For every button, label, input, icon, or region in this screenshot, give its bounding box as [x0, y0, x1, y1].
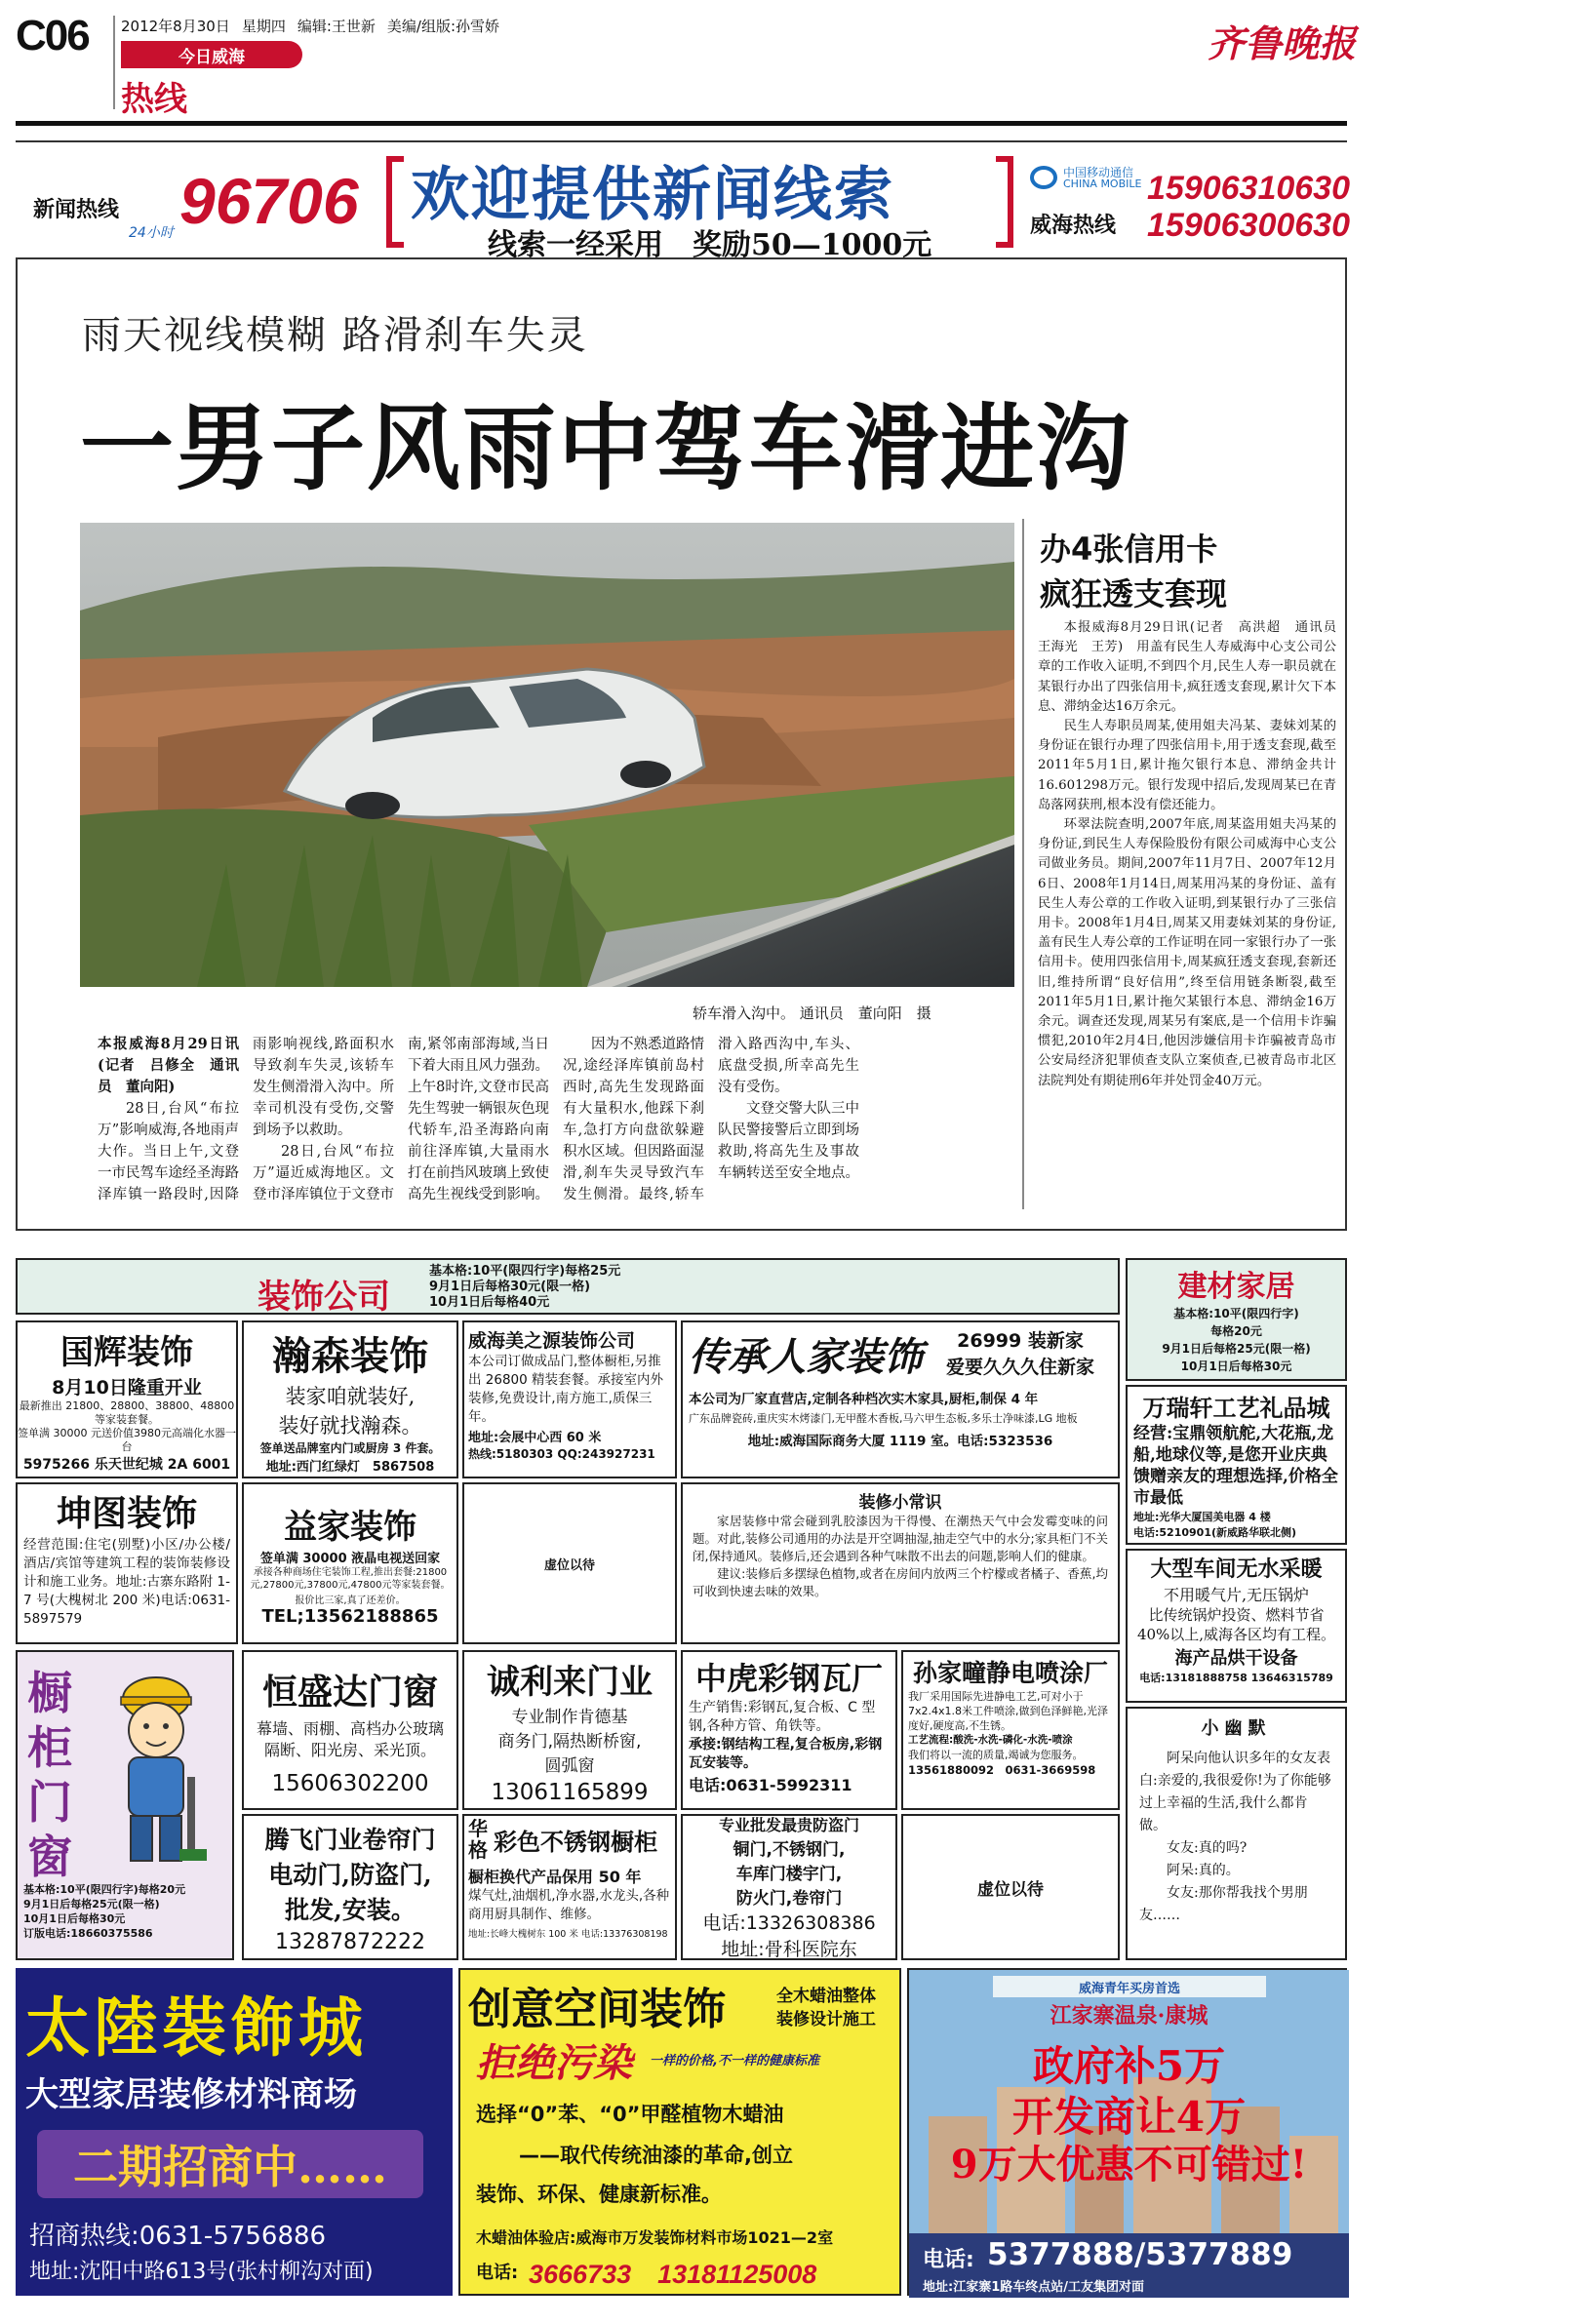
chuangyi-phones: 3666733 13181125008 [529, 2260, 817, 2289]
header-rule [16, 121, 1347, 126]
hengsheng-name: 恒盛达门窗 [261, 1671, 438, 1713]
mobile-logo-cn: 中国移动通信 [1063, 166, 1134, 179]
wanruixuan-line-3: 电话:5210901(新威路华联北侧) [1133, 1526, 1297, 1539]
yijia-line-2: 承接各种商场住宅装饰工程,推出套餐:21800元,27800元,37800元,47800元等家装套餐。 [250, 1567, 451, 1591]
page-number: C06 [16, 12, 89, 59]
zhonghu-line-2: 承接:钢结构工程,复合板房,彩钢瓦安装等。 [689, 1737, 883, 1771]
fangdao-line-5: 电话:13326308386 [702, 1912, 876, 1934]
fangdao-line-2: 铜门,不锈钢门, [733, 1840, 846, 1860]
chuancheng-line-2: 爱要久久久住新家 [946, 1357, 1095, 1378]
hengsheng-line-1: 幕墙、雨棚、高档办公玻璃隔断、阳光房、采光顶。 [256, 1718, 444, 1759]
tengfei-name: 腾飞门业卷帘门 [264, 1825, 436, 1854]
zhonghu-line-3: 电话:0631-5992311 [689, 1776, 852, 1794]
meizhiyuan-line-3: 热线:5180303 QQ:243927231 [468, 1447, 655, 1461]
side-body [1038, 618, 1350, 1203]
issue-date: 2012年8月30日 [121, 18, 230, 35]
jiangjia-top: 威海青年买房首选 [993, 1976, 1266, 1997]
hotline-24h: 24小时 [129, 225, 174, 241]
guohui-line-2: 最新推出 21800、28800、38800、48800 等家装套餐。 [19, 1399, 235, 1426]
fangdao-line-1: 专业批发最贵防盗门 [718, 1816, 859, 1834]
mobile-logo-en: CHINA MOBILE [1063, 177, 1142, 190]
fangdao-line-4: 防火门,卷帘门 [735, 1889, 843, 1909]
side-headline-1: 办4张信用卡 [1040, 531, 1218, 568]
yijia-line-4: TEL;13562188865 [261, 1606, 439, 1627]
youmo-line-2: 女友:真的吗? [1167, 1840, 1248, 1856]
wanruixuan-line-1: 经营:宝鼎领航舵,大花瓶,龙船,地球仪等,是您开业庆典馈赠亲友的理想选择,价格全市最低 [1133, 1424, 1338, 1508]
hansen-line-4: 地址:西门红绿灯 5867508 [265, 1459, 435, 1475]
editor-credit: 编辑:王世新 [297, 18, 376, 35]
hansen-line-2: 装好就找瀚森。 [278, 1413, 422, 1438]
chengli-line-3: 圆弧窗 [544, 1756, 595, 1776]
ad-chuancheng [681, 1320, 1120, 1478]
chugui-rate-2: 9月1日后每格25元(限一格) [23, 1898, 160, 1910]
meizhiyuan-name: 威海美之源装饰公司 [468, 1330, 636, 1352]
sunjia-name: 孙家疃静电喷涂厂 [912, 1659, 1108, 1687]
lead-headline: 一男子风雨中驾车滑进沟 [80, 394, 1131, 503]
zhuangshi-header [16, 1258, 1120, 1315]
ad-jiangjia [907, 1968, 1347, 2296]
sunjia-line-2: 工艺流程:酸洗-水洗-磷化-水洗-喷涂 [908, 1734, 1073, 1746]
ad-vacant-1: 虚位以待 [462, 1482, 677, 1644]
header-vline [113, 16, 115, 109]
chuangyi-phone-label: 电话: [476, 2263, 519, 2283]
chuangyi-name: 创意空间装饰 [468, 1985, 726, 2034]
lead-dateline: 本报威海8月29日讯(记者 吕修全 通讯员 董向阳) [98, 1036, 239, 1095]
hotline-number: 96706 [179, 165, 359, 237]
changshi-line-2: 建议:装修后多摆绿色植物,或者在房间内放两三个柠檬或者橘子、香蕉,均可收到快速去味的效果。 [693, 1566, 1108, 1598]
chejian-line-3: 海产品烘干设备 [1174, 1648, 1298, 1669]
car-in-ditch-photo [80, 523, 1014, 987]
zhuangshi-rate-2: 9月1日后每格30元(限一格) [429, 1280, 591, 1294]
ad-wanruixuan [1126, 1385, 1347, 1545]
wanruixuan-name: 万瑞轩工艺礼品城 [1142, 1394, 1330, 1422]
china-mobile-icon [1030, 166, 1057, 189]
huage-line-3: 地址:长峰大槐树东 100 米 电话:13376308198 [468, 1929, 668, 1940]
tengfei-line-1: 电动门,防盗门, [268, 1860, 432, 1889]
side-para-2: 民生人寿职员周某,使用姐夫冯某、妻妹刘某的身份证在银行办理了四张信用卡,用于透支套现,截至2011年5月1日,累计拖欠银行本息、滞纳金共计16.601298万元。银行发现中招后,发现周某已在青岛落网获刑,根本没有偿还能力。 [1038, 719, 1336, 812]
youmo-line-1: 阿呆向他认识多年的女友表白:亲爱的,我很爱你!为了你能够过上幸福的生活,我什么都肯做。 [1139, 1751, 1331, 1833]
zhuangshi-title: 装饰公司 [258, 1278, 390, 1317]
ad-tengfei [242, 1814, 458, 1960]
banner-subtitle: 线索一经采用 奖励50—1000元 [488, 228, 932, 262]
fangdao-line-6: 地址:骨科医院东 [721, 1939, 857, 1960]
guohui-line-4: 5975266 乐天世纪城 2A 6001 [22, 1457, 231, 1473]
chugui-rate-3: 10月1日后每格30元 [23, 1912, 126, 1925]
lead-kicker: 雨天视线模糊 路滑刹车失灵 [82, 313, 588, 358]
hotline-label: 新闻热线 [33, 197, 120, 222]
ad-chuangyi [458, 1968, 901, 2296]
youmo-title: 小幽默 [1201, 1718, 1272, 1739]
jiancai-rate-2: 每格20元 [1210, 1324, 1262, 1338]
chengli-line-1: 专业制作肯德基 [511, 1708, 628, 1727]
chuancheng-line-1: 26999 装新家 [957, 1330, 1084, 1352]
lead-para-1: 28日,台风“布拉万”影响威海,各地雨声大作。当日上午,文登一市民驾车途经圣海路泽库镇一路段时,因降雨影响视线,路面积水导致刹车失灵,该轿车发生侧滑滑入沟中。所幸司机没有受伤,交警到场予以救助。 [98, 1037, 394, 1202]
lead-body [98, 1034, 1014, 1209]
dalu-promo: 二期招商中…… [37, 2130, 423, 2198]
photo-caption: 轿车滑入沟中。 通讯员 董向阳 摄 [693, 1004, 931, 1022]
side-para-1: 本报威海8月29日讯(记者 高洪超 通讯员 王海光 王芳) 用盖有民生人寿威海中心支公司公章的工作收入证明,不到四个月,民生人寿一职员就在某银行办出了四张信用卡,疯狂透支套现,累计欠下本息、滞纳金达16万余元。 [1038, 620, 1350, 714]
side-para-3: 环翠法院查明,2007年底,周某盗用姐夫冯某的身份证,到民生人寿保险股份有限公司威海中心支公司做业务员。期间,2007年11月7日、2007年12月6日、2008年1月14日,周某用冯某的身份证、盖有民生人寿公章的工作收入证明,到某银行办了三张信用卡。2008年1月4日,周某又用妻妹刘某的身份证,盖有民生人寿公章的工作证明在同一家银行办了一张信用卡。使用四张信用卡,周某疯狂透支套现,套新还旧,维持所谓“良好信用”,终至信用链条断裂,截至2011年5月1日,累计拖欠某银行本息、滞纳金16万余元。调查还发现,周某另有案底,是一个信用卡诈骗惯犯,2010年2月4日,他因涉嫌信用卡诈骗被青岛市公安局经济犯罪侦查支队立案侦查,已被青岛市北区法院判处有期徒刑6年并处罚金40万元。 [1038, 817, 1336, 1088]
yijia-name: 益家装饰 [284, 1508, 416, 1547]
ad-zhonghu [681, 1650, 897, 1810]
chejian-line-2: 比传统锅炉投资、燃料节省40%以上,威海各区均有工程。 [1136, 1606, 1336, 1643]
ad-huage [462, 1814, 677, 1960]
side-headline-2: 疯狂透支套现 [1040, 575, 1228, 612]
zhonghu-name: 中虎彩钢瓦厂 [694, 1660, 883, 1697]
chejian-line-4: 电话:13181888758 13646315789 [1139, 1672, 1333, 1684]
chugui-rate-4: 订版电话:18660375586 [23, 1927, 153, 1940]
jiangjia-tel: 5377888/5377889 [987, 2237, 1293, 2272]
chuangyi-side-1: 全木蜡油整体 [776, 1987, 876, 2006]
dalu-hotline: 招商热线:0631-5756886 [29, 2222, 327, 2251]
sunjia-line-4: 13561880092 0631-3669598 [908, 1763, 1096, 1777]
chengli-line-2: 商务门,隔热断桥窗, [497, 1732, 642, 1752]
banner-title: 欢迎提供新闻线索 [411, 161, 894, 229]
kuntu-name: 坤图装饰 [56, 1493, 197, 1534]
chengli-name: 诚利来门业 [487, 1663, 653, 1702]
ad-kuntu [16, 1482, 238, 1644]
jiancai-rate-1: 基本格:10平(限四行字) [1173, 1307, 1299, 1320]
ad-fangdao [681, 1814, 897, 1960]
huage-line-2: 煤气灶,油烟机,净水器,水龙头,各种商用厨具制作、维修。 [468, 1888, 670, 1922]
ad-meizhiyuan [462, 1320, 677, 1478]
chuangyi-line-1: 选择“0”苯、“0”甲醛植物木蜡油 [476, 2103, 784, 2126]
jiangjia-line-2: 开发商让4万 [1011, 2093, 1247, 2141]
ad-hengsheng [242, 1650, 458, 1810]
chengli-line-4: 13061165899 [491, 1780, 649, 1805]
jiangjia-line-3: 9万大优惠不可错过! [950, 2142, 1308, 2187]
huage-line-1: 橱柜换代产品保用 50 年 [468, 1868, 642, 1886]
chejian-line-1: 不用暖气片,无压锅炉 [1163, 1586, 1310, 1604]
chuangyi-side-2: 装修设计施工 [776, 2010, 876, 2029]
hansen-line-1: 装家咱就装好, [285, 1384, 416, 1408]
chejian-name: 大型车间无水采暖 [1150, 1556, 1323, 1582]
ad-guohui [16, 1320, 238, 1478]
ad-yijia [242, 1482, 458, 1644]
lead-para-2: 28日,台风“布拉万”逼近威海地区。文登市泽库镇位于文登市南,紧邻南部海域,当日下着大雨且风力强劲。上午8时许,文登市民高先生驾驶一辆银灰色现代轿车,沿圣海路向南前往泽库镇,大量雨水打在前挡风玻璃上致使高先生视线受到影响。 [253, 1037, 549, 1202]
chugui-rate-1: 基本格:10平(限四行字)每格20元 [23, 1883, 186, 1896]
hotline-banner [16, 140, 1351, 262]
ad-chugui [16, 1650, 234, 1960]
guohui-line-3: 签单满 30000 元送价值3980元高端化水器一台 [18, 1427, 236, 1453]
guohui-line-1: 8月10日隆重开业 [52, 1377, 202, 1398]
kuntu-line-1: 经营范围:住宅(别墅)小区/办公楼/酒店/宾馆等建筑工程的装饰装修设计和施工业务。地址:古寨东路附 1-7 号(大槐树北 200 米)电话:0631-5897579 [23, 1537, 230, 1627]
ad-sunjia [901, 1650, 1120, 1810]
dalu-sub: 大型家居装修材料商场 [25, 2075, 357, 2114]
phone-2: 15906300630 [1147, 207, 1351, 244]
wanruixuan-line-2: 地址:光华大厦国美电器 4 楼 [1133, 1511, 1271, 1523]
zhuangshi-rate-3: 10月1日后每格40元 [429, 1295, 550, 1310]
chuangyi-slogan: 拒绝污染 [476, 2040, 632, 2086]
phone-1: 15906310630 [1147, 170, 1351, 207]
hansen-line-3: 签单送品牌室内门或厨房 3 件套。 [259, 1440, 441, 1455]
jiangjia-tel-label: 电话: [923, 2248, 974, 2272]
hansen-name: 瀚森装饰 [272, 1332, 428, 1379]
yijia-line-3: 报价比三家,真了还差价。 [295, 1595, 406, 1606]
ad-vacant-2: 虚位以待 [901, 1814, 1120, 1960]
lead-para-4: 文登交警大队三中队民警接警后立即到场救助,将高先生及事故车辆转送至安全地点。 [718, 1101, 859, 1181]
changshi-line-1: 家居装修中常会碰到乳胶漆因为干得慢、在潮热天气中会发霉变味的问题。对此,装修公司通用的办法是开空调抽湿,抽走空气中的水分;家具柜门不关闭,保持通风。装修后,还会遇到各种气味散不出去的问题,影响人们的健康。 [693, 1514, 1108, 1563]
sunjia-line-3: 我们将以一流的质量,竭诚为您服务。 [908, 1749, 1084, 1761]
worker-cartoon-icon [96, 1670, 222, 1874]
zhuangshi-rate-1: 基本格:10平(限四行字)每格25元 [429, 1264, 621, 1279]
chuancheng-line-4: 广东品牌瓷砖,重庆实木烤漆门,无甲醛木香板,马六甲生态板,多乐士净味漆,LG 地板 [689, 1412, 1078, 1425]
issue-weekday: 星期四 [241, 18, 286, 35]
ad-changshi [681, 1482, 1120, 1644]
dalu-address: 地址:沈阳中路613号(张村柳沟对面) [29, 2260, 374, 2284]
youmo-line-3: 阿呆:真的。 [1167, 1863, 1240, 1878]
dalu-name: 太陸裝飾城 [25, 1989, 367, 2066]
meizhiyuan-line-1: 本公司订做成品门,整体橱柜,另推出 26800 精装套餐。承接室内外装修,免费设计,南方施工,质保三年。 [468, 1354, 664, 1425]
yijia-line-1: 签单满 30000 液晶电视送回家 [259, 1552, 441, 1566]
section-name: 热线 [121, 80, 187, 119]
ad-hansen [242, 1320, 458, 1478]
sunjia-line-1: 我厂采用国际先进静电工艺,可对小于7x2.4x1.8米工件喷涂,做到色泽鲜艳,光泽度好,硬度高,不生锈。 [908, 1690, 1108, 1732]
chuangyi-tag: 一样的价格,不一样的健康标准 [650, 2054, 819, 2068]
changshi-title: 装修小常识 [858, 1493, 942, 1513]
chuangyi-store: 木蜡油体验店:威海市万发装饰材料市场1021—2室 [476, 2228, 834, 2247]
ad-dalu [16, 1968, 453, 2296]
chuangyi-line-3: 装饰、环保、健康新标准。 [476, 2183, 722, 2206]
chuancheng-name: 传承人家装饰 [689, 1334, 923, 1380]
bracket-right [996, 156, 1013, 248]
ad-chejian [1126, 1549, 1347, 1703]
meizhiyuan-line-2: 地址:会展中心西 60 米 [468, 1431, 602, 1445]
lead-photo [80, 523, 1014, 987]
youmo-line-4: 女友:那你帮我找个男朋友…… [1139, 1885, 1308, 1923]
huage-logo: 华格 [468, 1817, 488, 1862]
tengfei-line-3: 13287872222 [275, 1929, 425, 1954]
jiangjia-address: 地址:江家寨1路车终点站/工友集团对面 [923, 2280, 1144, 2295]
bracket-left [386, 156, 404, 248]
side-divider [1022, 519, 1024, 1209]
jiancai-rate-4: 10月1日后每格30元 [1180, 1359, 1292, 1373]
chuancheng-line-5: 地址:威海国际商务大厦 1119 室。电话:5323536 [747, 1434, 1053, 1449]
weihai-hotline-label: 威海热线 [1030, 213, 1117, 238]
newspaper-logo: 齐鲁晚报 [1208, 21, 1357, 65]
tengfei-line-2: 批发,安装。 [285, 1895, 416, 1924]
jiancai-title: 建材家居 [1177, 1270, 1295, 1304]
chuangyi-line-2: ——取代传统油漆的革命,创立 [519, 2144, 793, 2167]
guohui-name: 国辉装饰 [60, 1333, 193, 1372]
fangdao-line-3: 车库门楼宇门, [735, 1865, 843, 1884]
ad-youmo [1126, 1707, 1347, 1960]
zhonghu-line-1: 生产销售:彩钢瓦,复合板、C 型钢,各种方管、角铁等。 [689, 1700, 876, 1734]
lead-para-3: 因为不熟悉道路情况,途经泽库镇前岛村西时,高先生发现路面有大量积水,他踩下刹车,急打方向盘欲躲避积水区域。但因路面湿滑,刹车失灵导致汽车发生侧滑。最终,轿车滑入路西沟中,车头、底盘受损,所幸高先生没有受伤。 [563, 1037, 859, 1202]
jiancai-rate-3: 9月1日后每格25元(限一格) [1162, 1342, 1311, 1356]
jiangjia-name: 江家寨温泉·康城 [1050, 2003, 1209, 2029]
huage-name: 彩色不锈钢橱柜 [494, 1827, 657, 1856]
designer-credit: 美编/组版:孙雪娇 [386, 18, 499, 35]
ad-chengli [462, 1650, 677, 1810]
ad-jiancai-header [1126, 1258, 1347, 1381]
hengsheng-line-2: 15606302200 [271, 1770, 429, 1796]
section-tab: 今日威海 [121, 41, 302, 68]
chuancheng-line-3: 本公司为厂家直营店,定制各种档次实木家具,厨柜,制保 4 年 [689, 1392, 1039, 1407]
chugui-title: 橱柜门窗 [27, 1667, 72, 1883]
jiangjia-line-1: 政府补5万 [1032, 2042, 1226, 2090]
